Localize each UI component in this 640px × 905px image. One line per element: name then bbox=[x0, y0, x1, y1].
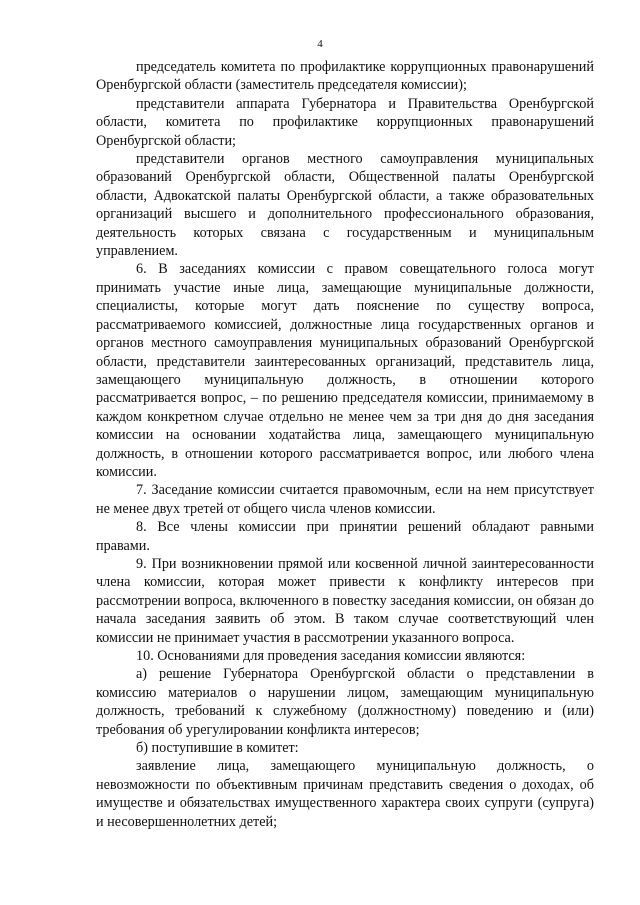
paragraph-item-6: 6. В заседаниях комиссии с правом совещательного голоса могут принимать участие иные лица, замещающие муниципальные должности, специалисты, которые могут дать пояснение по существу вопроса, рассматриваемого комиссией, должностные лица государственных органов и органов местного самоуправления муниципальных образований Оренбургской области, представители заинтересованных организаций, представитель лица, замещающего муниципальную должность, в отношении которого рассматривается вопрос, – по решению председателя комиссии, принимаемому в каждом конкретном случае отдельно не менее чем за три дня до дня заседания комиссии на основании ходатайства лица, замещающего муниципальную должность, в отношении которого рассматривается вопрос, или любого члена комиссии. bbox=[96, 261, 594, 480]
paragraph-deputy-chair: председатель комитета по профилактике коррупционных правонарушений Оренбургской области (заместитель председателя комиссии); bbox=[96, 59, 594, 94]
paragraph-item-9: 9. При возникновении прямой или косвенной личной заинтересованности члена комиссии, которая может привести к конфликту интересов при рассмотрении вопроса, включенного в повестку заседания комиссии, он обязан до начала заседания заявить об этом. В таком случае соответствующий член комиссии не принимает участия в рассмотрении указанного вопроса. bbox=[96, 555, 594, 646]
paragraph-item-10a: а) решение Губернатора Оренбургской области о представлении в комиссию материалов о нарушении лицом, замещающим муниципальную должность, требований к служебному (должностному) поведению и (или) требования об урегулировании конфликта интересов; bbox=[96, 666, 594, 738]
paragraph-item-10b: б) поступившие в комитет: bbox=[136, 740, 299, 757]
paragraph-item-7: 7. Заседание комиссии считается правомочным, если на нем присутствует не менее двух третей от общего числа членов комиссии. bbox=[96, 482, 594, 517]
document-body bbox=[96, 58, 594, 831]
paragraph-item-8: 8. Все члены комиссии при принятии решений обладают равными правами. bbox=[96, 519, 594, 554]
paragraph-local-government-representatives: представители органов местного самоуправления муниципальных образований Оренбургской области, Общественной палаты Оренбургской области, Адвокатской палаты Оренбургской области, а также образовательных организаций высшего и дополнительного профессионального образования, деятельность которых связана с государственным и муниципальным управлением. bbox=[96, 151, 594, 260]
page-number: 4 bbox=[317, 38, 323, 50]
paragraph-apparatus-representatives: представители аппарата Губернатора и Правительства Оренбургской области, комитета по профилактике коррупционных правонарушений Оренбургской области; bbox=[96, 95, 594, 149]
paragraph-item-10: 10. Основаниями для проведения заседания комиссии являются: bbox=[136, 648, 526, 664]
paragraph-statement: заявление лица, замещающего муниципальную должность, о невозможности по объективным причинам представить сведения о доходах, об имуществе и обязательствах имущественного характера своих супруги (супруга) и несовершеннолетних детей; bbox=[96, 758, 594, 830]
